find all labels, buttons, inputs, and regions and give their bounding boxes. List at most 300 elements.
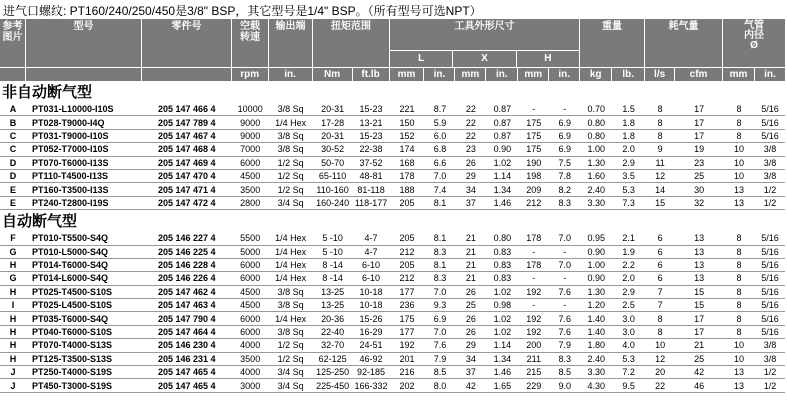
header-ref: 参考 图片 — [0, 19, 26, 67]
cell-part: 205 147 465 4 — [157, 380, 216, 391]
cell-speed: 6000 — [240, 313, 261, 324]
cell-torque-nm: 20-31 — [321, 104, 345, 115]
unit-drive: in. — [269, 68, 313, 81]
cell-hose-mm: 8 — [736, 300, 742, 311]
cell-x-in: 0.87 — [493, 130, 512, 141]
cell-length-in: 6.8 — [433, 144, 447, 155]
cell-weight-kg: 3.30 — [587, 367, 605, 378]
cell-part: 205 146 231 4 — [157, 353, 216, 364]
cell-length-in: 8.3 — [433, 273, 447, 284]
cell-model: PT070-T6000-I13S — [31, 157, 109, 168]
cell-part: 205 147 470 4 — [157, 171, 216, 182]
cell-h-in: 8.5 — [558, 367, 572, 378]
cell-weight-lb: 9.5 — [622, 380, 635, 391]
cell-weight-kg: 3.30 — [587, 197, 605, 208]
cell-length-mm: 175 — [399, 313, 415, 324]
cell-part: 205 147 466 4 — [157, 104, 216, 115]
cell-drive: 1/2 Sq — [277, 171, 304, 182]
cell-torque-nm: 20-31 — [321, 130, 345, 141]
table-row — [0, 116, 785, 129]
cell-ref: F — [10, 233, 16, 244]
cell-x-in: 0.83 — [493, 246, 512, 257]
cell-speed: 3000 — [240, 380, 261, 391]
cell-h-in: 7.0 — [558, 260, 572, 271]
cell-model: PT035-T6000-S4Q — [31, 313, 109, 324]
cell-part: 205 147 789 4 — [157, 117, 216, 128]
cell-air-ls: 6 — [657, 246, 663, 257]
cell-ref: G — [9, 273, 17, 284]
cell-weight-kg: 0.90 — [587, 246, 605, 257]
cell-air-cfm: 13 — [694, 246, 705, 257]
cell-x-in: 1.14 — [493, 171, 512, 182]
unit-part — [142, 68, 232, 81]
cell-length-mm: 221 — [399, 104, 415, 115]
table-row — [0, 286, 785, 299]
cell-hose-in: 5/16 — [761, 313, 779, 324]
cell-x-mm: 37 — [465, 197, 476, 208]
cell-air-cfm: 25 — [694, 171, 705, 182]
unit-h-in: in. — [549, 68, 580, 81]
cell-model: PT025-L4500-S10S — [31, 300, 113, 311]
cell-torque-nm: 125-250 — [316, 367, 350, 378]
cell-air-ls: 10 — [655, 340, 666, 351]
header-weight: 重量 — [580, 19, 645, 67]
cell-hose-mm: 8 — [736, 313, 742, 324]
unit-weight-lb: lb. — [612, 68, 645, 81]
cell-air-cfm: 15 — [694, 286, 705, 297]
table-row — [0, 299, 785, 312]
cell-air-cfm: 46 — [694, 380, 705, 391]
cell-speed: 2800 — [240, 197, 261, 208]
cell-hose-in: 3/8 — [763, 157, 777, 168]
cell-x-in: 1.34 — [493, 184, 512, 195]
table-row — [0, 326, 785, 339]
cell-hose-mm: 10 — [734, 340, 745, 351]
cell-ref: H — [9, 313, 17, 324]
cell-speed: 5000 — [240, 246, 261, 257]
cell-hose-mm: 8 — [736, 260, 742, 271]
cell-weight-lb: 1.8 — [622, 117, 635, 128]
cell-air-cfm: 17 — [694, 313, 705, 324]
table-header — [0, 19, 785, 67]
cell-air-cfm: 17 — [694, 130, 705, 141]
cell-x-in: 1.34 — [493, 353, 512, 364]
cell-model: PT010-L5000-S4Q — [31, 246, 109, 257]
cell-h-mm: 175 — [526, 117, 542, 128]
cell-model: PT052-T7000-I10S — [31, 144, 109, 155]
cell-torque-ftlb: 118-177 — [354, 197, 388, 208]
cell-ref: H — [9, 286, 17, 297]
cell-speed: 9000 — [240, 130, 261, 141]
cell-torque-ftlb: 15-23 — [359, 104, 383, 115]
cell-drive: 3/4 Sq — [277, 367, 304, 378]
cell-air-cfm: 13 — [694, 273, 705, 284]
cell-length-mm: 177 — [399, 327, 415, 338]
cell-weight-kg: 0.80 — [587, 130, 605, 141]
cell-weight-lb: 5.3 — [622, 184, 635, 195]
cell-torque-ftlb: 13-21 — [359, 117, 383, 128]
cell-hose-in: 3/8 — [763, 171, 777, 182]
cell-h-mm: 212 — [526, 197, 542, 208]
unit-x-mm: mm — [455, 68, 486, 81]
cell-length-in: 8.1 — [433, 197, 447, 208]
cell-air-cfm: 13 — [694, 260, 705, 271]
cell-hose-mm: 10 — [734, 171, 745, 182]
cell-length-mm: 150 — [399, 117, 415, 128]
cell-torque-nm: 17-28 — [321, 117, 345, 128]
cell-weight-lb: 4.0 — [622, 340, 635, 351]
cell-hose-in: 5/16 — [761, 246, 779, 257]
cell-h-mm: 211 — [526, 353, 541, 364]
cell-torque-nm: 225-450 — [316, 380, 350, 391]
cell-weight-lb: 1.9 — [622, 246, 635, 257]
cell-air-ls: 8 — [657, 130, 663, 141]
cell-h-mm: 190 — [526, 157, 542, 168]
cell-length-in: 8.3 — [433, 246, 447, 257]
cell-h-mm: 192 — [526, 313, 542, 324]
table-row — [0, 366, 785, 379]
cell-air-cfm: 30 — [694, 184, 705, 195]
cell-part: 205 146 228 4 — [157, 260, 216, 271]
cell-torque-nm: 13-25 — [321, 300, 345, 311]
section-title: 自动断气型 — [2, 213, 78, 231]
cell-length-mm: 202 — [399, 380, 415, 391]
header-dimensions — [390, 19, 580, 67]
cell-length-in: 8.1 — [433, 233, 447, 244]
cell-h-mm: 198 — [526, 171, 542, 182]
cell-length-mm: 236 — [399, 300, 415, 311]
cell-ref: C — [9, 130, 17, 141]
cell-length-mm: 177 — [399, 286, 415, 297]
cell-speed: 9000 — [240, 117, 261, 128]
cell-hose-in: 5/16 — [761, 104, 779, 115]
cell-air-ls: 11 — [655, 157, 665, 168]
cell-ref: H — [9, 340, 17, 351]
cell-model: PT031-T9000-I10S — [31, 130, 109, 141]
cell-model: PT450-T3000-S19S — [31, 380, 113, 391]
cell-x-in: 1.02 — [493, 327, 512, 338]
table-row — [0, 259, 785, 272]
cell-part: 205 146 225 4 — [157, 246, 216, 257]
cell-ref: B — [9, 117, 17, 128]
table-row — [0, 143, 785, 156]
cell-hose-in: 3/8 — [763, 353, 777, 364]
cell-torque-nm: 110-160 — [316, 184, 349, 195]
unit-hose-in: in. — [764, 69, 776, 80]
cell-h-in: - — [563, 273, 567, 284]
cell-h-mm: 209 — [526, 184, 542, 195]
cell-torque-ftlb: 81-118 — [357, 184, 385, 195]
cell-torque-nm: 62-125 — [318, 353, 347, 364]
cell-ref: D — [9, 157, 17, 168]
cell-model: PT250-T4000-S19S — [31, 367, 113, 378]
cell-x-mm: 21 — [465, 246, 476, 257]
section-title: 非自动断气型 — [2, 84, 93, 101]
cell-model: PT031-L10000-I10S — [31, 104, 114, 115]
table-row — [0, 103, 785, 116]
cell-weight-kg: 1.20 — [587, 300, 605, 311]
table-row — [0, 157, 785, 170]
cell-air-ls: 8 — [657, 104, 663, 115]
cell-speed: 5500 — [240, 233, 261, 244]
cell-part: 205 146 230 4 — [157, 340, 216, 351]
cell-part: 205 147 463 4 — [157, 300, 216, 311]
cell-speed: 4500 — [240, 286, 261, 297]
cell-hose-mm: 8 — [736, 233, 742, 244]
cell-model: PT125-T3500-S13S — [31, 353, 113, 364]
cell-air-cfm: 32 — [694, 197, 705, 208]
cell-h-in: 7.9 — [558, 340, 572, 351]
cell-torque-nm: 160-240 — [316, 197, 350, 208]
cell-h-in: 7.6 — [558, 313, 572, 324]
cell-h-in: - — [563, 300, 567, 311]
cell-ref: J — [10, 380, 16, 391]
cell-weight-kg: 1.40 — [587, 313, 605, 324]
cell-length-mm: 205 — [399, 233, 415, 244]
cell-drive: 1/4 Hex — [275, 246, 307, 257]
cell-hose-mm: 8 — [736, 286, 742, 297]
cell-air-cfm: 23 — [694, 157, 705, 168]
unit-torque-ftlb: ft.lb — [353, 68, 390, 81]
cell-length-in: 6.9 — [433, 313, 447, 324]
cell-weight-kg: 1.00 — [587, 144, 605, 155]
cell-x-mm: 34 — [465, 353, 476, 364]
cell-x-in: 0.98 — [493, 300, 512, 311]
cell-air-ls: 7 — [657, 286, 663, 297]
cell-h-mm: - — [532, 273, 536, 284]
cell-weight-kg: 1.30 — [587, 286, 605, 297]
cell-length-in: 8.0 — [433, 380, 447, 391]
cell-torque-nm: 30-52 — [321, 144, 345, 155]
cell-speed: 10000 — [237, 104, 263, 115]
cell-h-mm: 178 — [526, 260, 542, 271]
cell-hose-in: 5/16 — [761, 233, 779, 244]
cell-x-in: 1.02 — [493, 157, 512, 168]
cell-length-mm: 205 — [399, 260, 415, 271]
cell-model: PT014-L6000-S4Q — [31, 273, 109, 284]
cell-h-in: 8.3 — [558, 353, 572, 364]
cell-weight-kg: 0.95 — [587, 233, 605, 244]
cell-weight-lb: 3.0 — [622, 313, 635, 324]
unit-length-in: in. — [424, 68, 455, 81]
cell-x-mm: 22 — [465, 117, 476, 128]
cell-hose-in: 5/16 — [761, 260, 779, 271]
cell-x-mm: 26 — [465, 286, 476, 297]
cell-hose-in: 5/16 — [761, 300, 779, 311]
cell-drive: 1/2 Sq — [277, 157, 304, 168]
cell-weight-kg: 1.30 — [587, 157, 605, 168]
header-drive: 输出端 — [269, 19, 313, 67]
cell-speed: 3500 — [240, 184, 261, 195]
cell-air-cfm: 17 — [694, 327, 705, 338]
cell-h-mm: 229 — [526, 380, 542, 391]
cell-h-mm: 192 — [526, 286, 542, 297]
cell-x-in: 1.65 — [493, 380, 512, 391]
cell-drive: 1/4 Hex — [275, 273, 307, 284]
cell-h-mm: 175 — [526, 130, 542, 141]
cell-speed: 6000 — [240, 327, 261, 338]
cell-hose-mm: 13 — [734, 367, 745, 378]
cell-air-cfm: 13 — [694, 233, 705, 244]
cell-torque-nm: 22-40 — [321, 327, 345, 338]
cell-model: PT070-T4000-S13S — [31, 340, 113, 351]
cell-speed: 7000 — [240, 144, 261, 155]
cell-torque-ftlb: 46-92 — [359, 353, 383, 364]
cell-drive: 1/2 Sq — [277, 340, 304, 351]
cell-part: 205 147 471 4 — [157, 184, 216, 195]
cell-length-mm: 205 — [399, 197, 415, 208]
cell-h-in: 6.9 — [558, 144, 572, 155]
cell-x-mm: 21 — [465, 260, 476, 271]
cell-hose-in: 1/2 — [763, 197, 777, 208]
table-row — [0, 272, 785, 285]
cell-part: 205 147 464 4 — [157, 327, 216, 338]
cell-h-in: 7.6 — [558, 327, 572, 338]
cell-part: 205 147 790 4 — [157, 313, 216, 324]
unit-ref — [0, 68, 26, 81]
cell-hose-in: 5/16 — [761, 117, 779, 128]
cell-speed: 4000 — [240, 367, 261, 378]
header-dim-h: H — [517, 50, 579, 67]
inlet-thread-note: 进气口螺纹: PT160/240/250/450是3/8" BSP，其它型号是1/4" BSP。（所有型号可选NPT） — [3, 4, 482, 18]
cell-weight-lb: 1.8 — [622, 130, 635, 141]
cell-weight-kg: 2.40 — [587, 353, 605, 364]
cell-x-in: 0.83 — [493, 273, 512, 284]
header-part: 零件号 — [142, 19, 232, 67]
cell-drive: 3/4 Sq — [277, 380, 304, 391]
cell-ref: E — [9, 197, 16, 208]
cell-length-in: 7.0 — [433, 327, 447, 338]
cell-air-ls: 20 — [655, 367, 666, 378]
cell-h-in: 8.2 — [558, 184, 572, 195]
cell-x-in: 0.90 — [493, 144, 512, 155]
header-speed: 空载 转速 — [232, 19, 269, 67]
cell-hose-in: 1/2 — [763, 184, 777, 195]
cell-torque-nm: 8 -14 — [322, 273, 343, 284]
cell-x-in: 0.87 — [493, 117, 512, 128]
cell-length-in: 7.6 — [433, 340, 447, 351]
table-row — [0, 339, 785, 352]
cell-air-ls: 8 — [657, 313, 663, 324]
cell-weight-kg: 1.80 — [587, 340, 605, 351]
cell-drive: 1/4 Hex — [275, 233, 307, 244]
cell-length-mm: 174 — [399, 144, 415, 155]
cell-h-mm: 215 — [526, 367, 542, 378]
cell-weight-lb: 2.9 — [622, 286, 635, 297]
cell-ref: E — [9, 184, 16, 195]
unit-length-mm: mm — [390, 68, 425, 81]
table-row — [0, 232, 785, 245]
cell-drive: 1/4 Hex — [275, 117, 307, 128]
cell-x-in: 0.87 — [493, 104, 512, 115]
cell-air-cfm: 25 — [694, 353, 705, 364]
cell-model: PT160-T3500-I13S — [31, 184, 109, 195]
cell-hose-in: 1/2 — [763, 380, 777, 391]
cell-length-mm: 178 — [399, 171, 415, 182]
cell-weight-lb: 2.0 — [622, 144, 635, 155]
cell-air-ls: 6 — [657, 233, 663, 244]
cell-part: 205 147 465 4 — [157, 367, 216, 378]
cell-drive: 3/8 Sq — [277, 130, 304, 141]
cell-torque-ftlb: 16-29 — [359, 327, 383, 338]
cell-x-mm: 21 — [465, 233, 476, 244]
cell-weight-kg: 4.30 — [587, 380, 605, 391]
cell-torque-ftlb: 10-18 — [359, 286, 383, 297]
cell-x-mm: 22 — [465, 104, 476, 115]
spec-table — [0, 19, 785, 393]
cell-air-ls: 12 — [655, 353, 666, 364]
cell-torque-ftlb: 15-23 — [359, 130, 383, 141]
cell-hose-in: 5/16 — [761, 327, 779, 338]
cell-hose-mm: 13 — [734, 197, 745, 208]
cell-torque-ftlb: 166-332 — [354, 380, 388, 391]
cell-torque-ftlb: 24-51 — [359, 340, 383, 351]
cell-length-in: 7.9 — [433, 353, 447, 364]
cell-h-in: - — [563, 104, 567, 115]
cell-drive: 1/2 Sq — [277, 353, 304, 364]
header-dim-l: L — [390, 50, 453, 67]
cell-length-mm: 168 — [399, 157, 415, 168]
cell-weight-kg: 2.40 — [587, 184, 605, 195]
cell-x-mm: 23 — [465, 144, 476, 155]
cell-hose-mm: 13 — [734, 380, 745, 391]
cell-length-in: 8.7 — [433, 104, 447, 115]
cell-h-mm: - — [532, 104, 536, 115]
cell-hose-in: 5/16 — [761, 286, 779, 297]
cell-x-mm: 37 — [465, 367, 476, 378]
cell-x-in: 1.02 — [493, 313, 512, 324]
cell-length-in: 6.0 — [433, 130, 447, 141]
cell-hose-mm: 8 — [736, 246, 742, 257]
cell-h-in: 7.5 — [558, 157, 572, 168]
cell-x-mm: 29 — [465, 340, 476, 351]
cell-weight-kg: 0.70 — [587, 104, 605, 115]
unit-weight-kg: kg — [580, 68, 612, 81]
cell-h-in: 7.8 — [558, 171, 572, 182]
cell-x-in: 1.46 — [493, 197, 512, 208]
cell-hose-mm: 8 — [736, 130, 742, 141]
cell-part: 205 147 467 4 — [157, 130, 216, 141]
cell-length-mm: 216 — [399, 367, 415, 378]
cell-weight-lb: 3.5 — [622, 171, 635, 182]
cell-x-in: 1.14 — [493, 340, 512, 351]
cell-air-cfm: 21 — [694, 340, 705, 351]
cell-h-mm: 178 — [526, 233, 542, 244]
cell-h-mm: 192 — [526, 327, 542, 338]
cell-h-in: 6.9 — [558, 130, 572, 141]
cell-weight-kg: 1.40 — [587, 327, 605, 338]
cell-weight-kg: 0.90 — [587, 273, 605, 284]
table-row — [0, 246, 785, 259]
unit-x-in: in. — [486, 68, 518, 81]
cell-x-in: 1.46 — [493, 367, 512, 378]
table-row — [0, 312, 785, 325]
cell-speed: 4000 — [240, 340, 261, 351]
cell-weight-lb: 2.2 — [622, 260, 635, 271]
cell-torque-nm: 20-36 — [321, 313, 345, 324]
cell-hose-mm: 13 — [734, 184, 745, 195]
unit-air-cfm: cfm — [675, 68, 723, 81]
unit-torque-nm: Nm — [313, 68, 353, 81]
cell-weight-lb: 5.3 — [622, 353, 635, 364]
cell-torque-ftlb: 48-81 — [359, 171, 383, 182]
cell-air-cfm: 15 — [694, 300, 705, 311]
table-row — [0, 197, 785, 210]
cell-drive: 3/4 Sq — [277, 197, 304, 208]
cell-model: PT240-T2800-I19S — [31, 197, 109, 208]
cell-part: 205 147 462 4 — [157, 286, 216, 297]
cell-weight-lb: 2.9 — [622, 157, 635, 168]
